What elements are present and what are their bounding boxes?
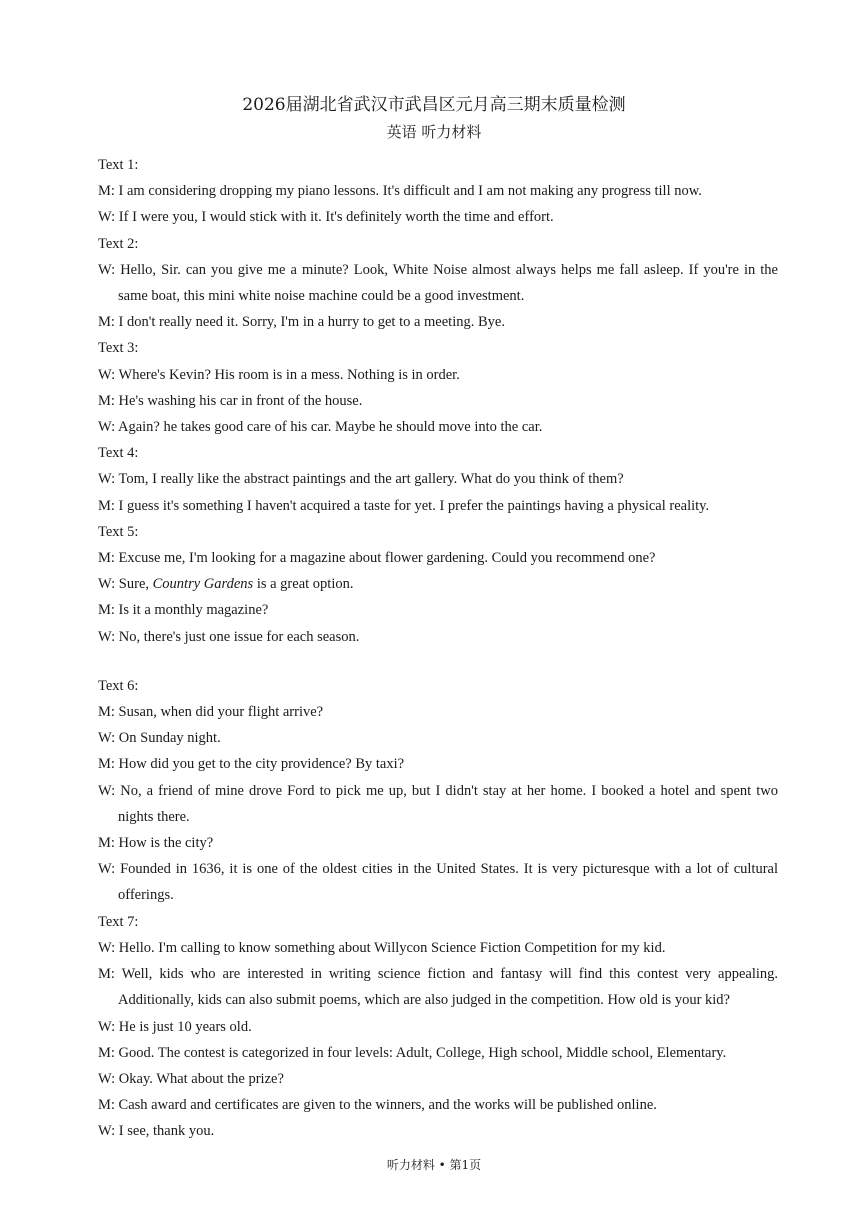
dialogue-text: W: Sure, [98,576,153,593]
dialogue-line: M: He's washing his car in front of the house. [98,392,363,409]
dialogue-line: W: Hello. I'm calling to know something about Willycon Science Fiction Competition for my kid. [98,939,666,956]
dialogue-line: W: I see, thank you. [98,1123,215,1140]
text-heading: Text 1: [98,157,139,173]
text-heading: Text 3: [98,340,139,357]
dialogue-text: is a great option. [253,576,354,593]
dialogue-line: M: Cash award and certificates are given to the winners, and the works will be published online. [98,1097,657,1114]
text-heading: Text 7: [98,913,139,930]
dialogue-line: W: Hello, Sir. can you give me a minute? Look, White Noise almost always helps me fall asleep. If you're in the same boat, this mini white noise machine could be a good investment. [98,261,778,305]
text-section-1 [98,152,778,231]
text-section-5 [98,519,778,650]
dialogue-line: M: Is it a monthly magazine? [98,602,269,619]
dialogue-line: W: Tom, I really like the abstract paintings and the art gallery. What do you think of them? [98,471,624,488]
dialogue-line: W: He is just 10 years old. [98,1018,252,1035]
document-subtitle: 英语 听力材料 [386,123,482,141]
dialogue-line: W: On Sunday night. [98,730,221,747]
dialogue-line: W: Where's Kevin? His room is in a mess. Nothing is in order. [98,366,460,383]
dialogue-line: W: Founded in 1636, it is one of the oldest cities in the United States. It is very picturesque with a lot of cultural offerings. [98,861,778,904]
text-section-4 [98,440,778,519]
text-section-7 [98,909,778,1145]
dialogue-line: W: If I were you, I would stick with it. It's definitely worth the time and effort. [98,209,554,226]
text-heading: Text 2: [98,235,139,252]
dialogue-line: W: No, there's just one issue for each season. [98,628,360,645]
dialogue-line: W: Again? he takes good care of his car. Maybe he should move into the car. [98,419,543,436]
dialogue-line: M: Excuse me, I'm looking for a magazine about flower gardening. Could you recommend one? [98,550,656,567]
dialogue-line: W: No, a friend of mine drove Ford to pick me up, but I didn't stay at her home. I booked a hotel and spent two nights there. [98,782,778,825]
dialogue-line: W: Okay. What about the prize? [98,1070,284,1087]
dialogue-line: M: How is the city? [98,835,214,852]
page-footer: 听力材料 • 第1页 [386,1158,482,1172]
text-section-3 [98,335,778,440]
text-section-2 [98,231,778,336]
text-heading: Text 5: [98,523,139,540]
dialogue-line: M: I don't really need it. Sorry, I'm in a hurry to get to a meeting. Bye. [98,314,505,331]
dialogue-line: M: I guess it's something I haven't acquired a taste for yet. I prefer the paintings having a physical reality. [98,497,710,514]
transcript-body [98,152,778,1145]
text-heading: Text 6: [98,677,139,694]
document-title: 2026届湖北省武汉市武昌区元月高三期末质量检测 [242,95,626,115]
text-heading: Text 4: [98,445,139,462]
dialogue-line: M: How did you get to the city providence? By taxi? [98,756,405,773]
dialogue-line: M: Susan, when did your flight arrive? [98,704,324,721]
text-section-6 [98,673,778,909]
dialogue-line [98,571,778,597]
magazine-title: Country Gardens [152,576,254,593]
dialogue-line: M: Well, kids who are interested in writing science fiction and fantasy will find this contest very appealing. Additionally, kids can also submit poems, which are also judged in the competition. How old is your kid? [98,966,778,1009]
dialogue-line: M: I am considering dropping my piano lessons. It's difficult and I am not making any progress till now. [98,183,702,200]
dialogue-line: M: Good. The contest is categorized in four levels: Adult, College, High school, Middle school, Elementary. [98,1044,727,1061]
